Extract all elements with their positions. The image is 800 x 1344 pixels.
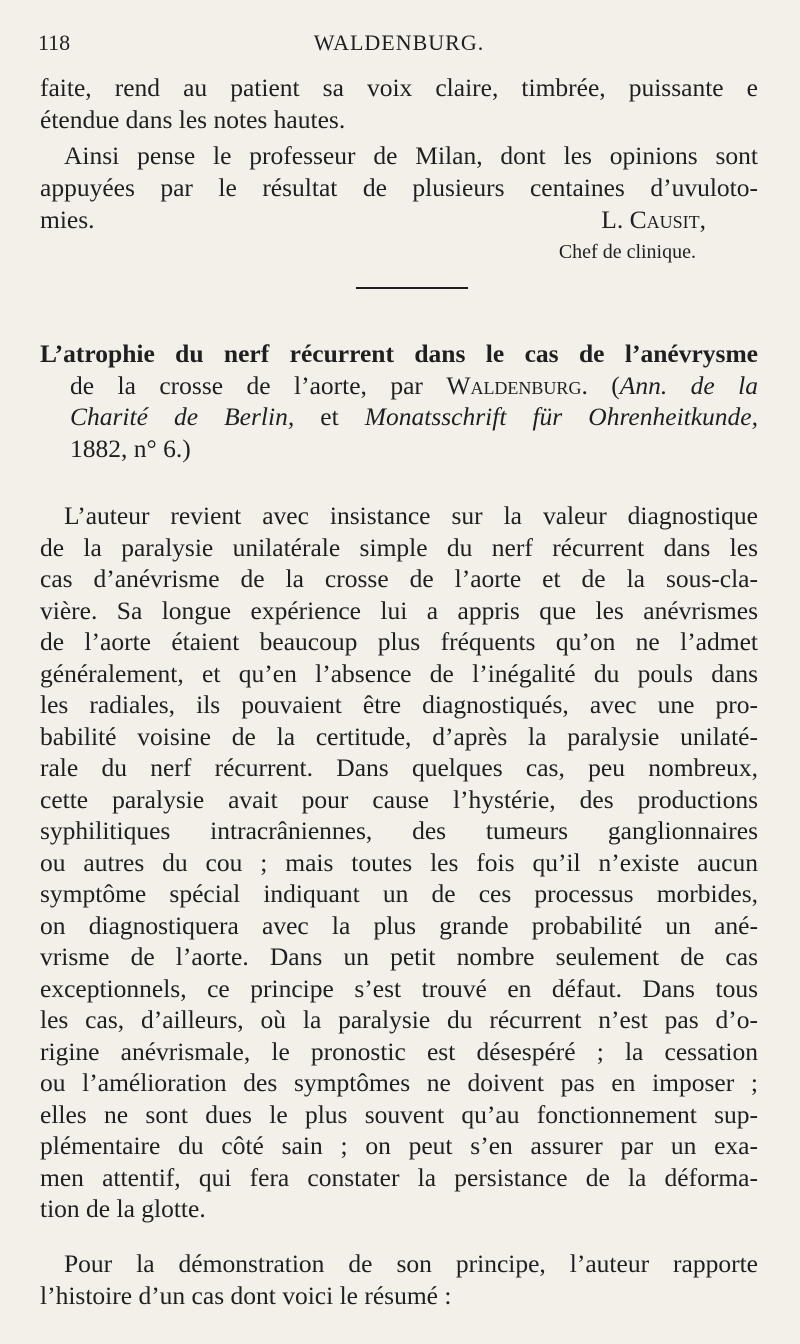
paragraph-continuation	[40, 72, 758, 135]
text-line: babilité voisine de la certitude, d’après la paralysie unilaté-	[40, 721, 758, 751]
article-body	[40, 500, 758, 1225]
closing-paragraph	[40, 1248, 758, 1311]
text-line: ou l’amélioration des symptômes ne doivent pas en imposer ;	[40, 1068, 758, 1097]
text-line: appuyées par le résultat de plusieurs centaines d’uvuloto-	[40, 172, 758, 202]
text-line: symptôme spécial indiquant un de ces processus morbides,	[40, 879, 758, 908]
citation-text: de la crosse de l’aorte, par	[70, 370, 447, 400]
text-line: ou autres du cou ; mais toutes les fois qu’il n’existe aucun	[40, 847, 758, 877]
text-line: généralement, et qu’en l’absence de l’inégalité du pouls dans	[40, 658, 758, 688]
text-line: rigine anévrismale, le pronostic est désespéré ; la cessation	[40, 1036, 758, 1066]
text-line: vrisme de l’aorte. Dans un petit nombre seulement de cas	[40, 942, 758, 971]
text-line: l’histoire d’un cas dont voici le résumé :	[40, 1280, 452, 1310]
text-line: on diagnostiquera avec la plus grande probabilité un ané-	[40, 910, 758, 940]
citation-text: (	[587, 370, 620, 400]
text-line: mies.	[40, 205, 95, 234]
text-line: rale du nerf récurrent. Dans quelques cas, peu nombreux,	[40, 753, 758, 782]
text-line: Ainsi pense le professeur de Milan, dont les opinions sont	[64, 141, 758, 170]
text-line: L’auteur revient avec insistance sur la valeur diagnostique	[64, 501, 758, 530]
citation-journal: Charité de Berlin,	[70, 402, 295, 431]
text-line: vière. Sa longue expérience lui a appris que les anévrismes	[40, 595, 758, 625]
text-line: les cas, d’ailleurs, où la paralysie du récurrent n’est pas d’o-	[40, 1005, 758, 1034]
text-line: les radiales, ils pouvaient être diagnostiqués, avec une pro-	[40, 690, 758, 719]
citation-year: 1882, n° 6.)	[70, 433, 191, 463]
text-line: de l’aorte étaient beaucoup plus fréquents qu’on ne l’admet	[40, 627, 758, 656]
text-line: men attentif, qui fera constater la persistance de la déforma-	[40, 1162, 758, 1192]
article-heading	[40, 338, 758, 464]
page-number: 118	[38, 30, 71, 55]
article-citation-line	[40, 401, 758, 433]
signature-role: Chef de clinique.	[558, 241, 696, 263]
text-line: de la paralysie unilatérale simple du nerf récurrent dans les	[40, 532, 758, 562]
text-line: tion de la glotte.	[40, 1194, 206, 1223]
text-line: faite, rend au patient sa voix claire, timbrée, puissante e	[40, 73, 758, 102]
page-header	[38, 30, 760, 64]
running-title: WALDENBURG.	[313, 30, 485, 55]
text-line: cas d’anévrisme de la crosse de l’aorte et de la sous-cla-	[40, 564, 758, 593]
text-line: Pour la démonstration de son principe, l’auteur rapporte	[64, 1249, 758, 1278]
text-line: plémentaire du côté sain ; on peut s’en assurer par un exa-	[40, 1131, 758, 1160]
citation-journal: Ann. de la	[619, 370, 758, 400]
text-line: syphilitiques intracrâniennes, des tumeurs ganglionnaires	[40, 816, 758, 845]
citation-text: et	[294, 402, 365, 431]
article-author: Waldenburg.	[446, 370, 588, 400]
text-line: elles ne sont dues le plus souvent qu’au fonctionnement sup-	[40, 1099, 758, 1129]
text-line: cette paralysie avait pour cause l’hystérie, des productions	[40, 784, 758, 814]
citation-journal: Monatsschrift für Ohrenheitkunde,	[364, 402, 759, 431]
article-citation-line	[40, 370, 758, 402]
text-line: exceptionnels, ce principe s’est trouvé en défaut. Dans tous	[40, 973, 758, 1003]
section-divider	[356, 287, 468, 289]
text-line: étendue dans les notes hautes.	[40, 104, 346, 134]
paragraph-milan	[40, 140, 758, 203]
signature-name: L. Causit,	[601, 205, 706, 234]
article-title: L’atrophie du nerf récurrent dans le cas de l’anévrysme	[40, 339, 758, 368]
